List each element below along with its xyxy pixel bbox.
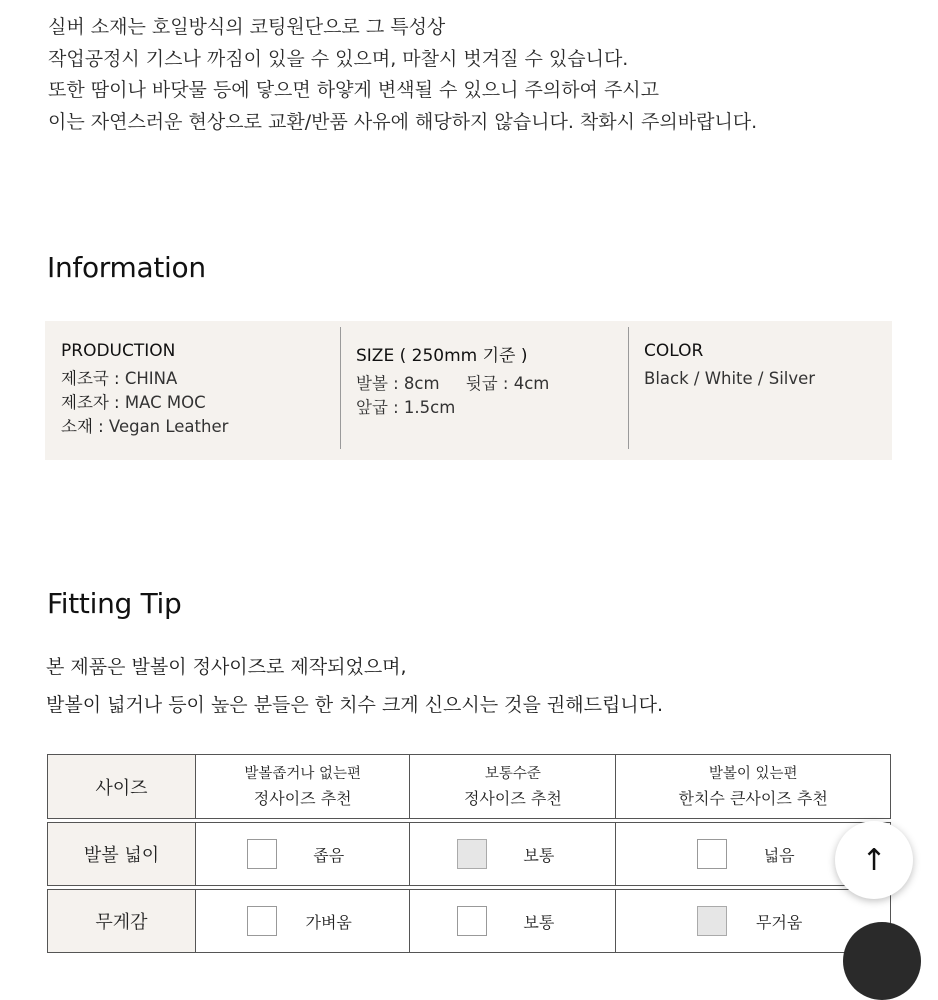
option-label: 보통 <box>523 912 555 932</box>
fitting-line: 본 제품은 발볼이 정사이즈로 제작되었으며, <box>46 656 407 678</box>
notice-line: 이는 자연스러운 현상으로 교환/반품 사유에 해당하지 않습니다. 착화시 주의바랍니다. <box>48 110 758 133</box>
table-cell <box>409 822 615 886</box>
table-row <box>47 889 891 953</box>
checkbox <box>247 906 277 936</box>
checkbox <box>457 839 487 869</box>
option-label: 보통 <box>523 845 555 865</box>
notice-line: 작업공정시 기스나 까짐이 있을 수 있으며, 마찰시 벗겨질 수 있습니다. <box>48 47 629 70</box>
production-value: MAC MOC <box>119 393 206 412</box>
production-key: 제조자 : <box>61 393 120 412</box>
checkbox <box>697 839 727 869</box>
table-cell <box>195 889 409 953</box>
table-cell <box>195 822 409 886</box>
row-label: 무게감 <box>47 889 195 953</box>
option-label: 넓음 <box>763 845 795 865</box>
information-title: Information <box>47 251 206 284</box>
table-cell <box>409 889 615 953</box>
notice-line: 또한 땀이나 바닷물 등에 닿으면 하얗게 변색될 수 있으니 주의하여 주시고 <box>48 79 660 101</box>
table-row <box>47 822 891 886</box>
production-key: 소재 : <box>61 417 104 436</box>
header-recommendation: 정사이즈 추천 <box>253 788 352 808</box>
column-divider <box>340 327 341 449</box>
arrow-up-icon: ↑ <box>861 842 887 878</box>
size-line: 발볼 : 8cm 뒷굽 : 4cm <box>356 374 550 393</box>
production-key: 제조국 : <box>61 369 120 388</box>
fitting-description <box>46 648 663 724</box>
floating-action-button[interactable] <box>843 922 921 1000</box>
scroll-to-top-button[interactable] <box>835 821 913 899</box>
checkbox <box>697 906 727 936</box>
table-header-label: 사이즈 <box>47 754 195 819</box>
column-divider <box>628 327 629 449</box>
production-maker <box>61 391 324 415</box>
header-condition: 발볼이 있는편 <box>708 765 798 782</box>
size-heading: SIZE ( 250mm 기준 ) <box>356 346 528 366</box>
option-label: 가벼움 <box>305 912 352 932</box>
production-heading: PRODUCTION <box>61 341 176 361</box>
row-label: 발볼 넓이 <box>47 822 195 886</box>
production-value: CHINA <box>119 369 178 388</box>
checkbox <box>457 906 487 936</box>
header-recommendation: 정사이즈 추천 <box>463 788 562 808</box>
production-column <box>45 321 340 460</box>
option-label: 무거움 <box>755 912 803 932</box>
color-heading: COLOR <box>644 341 704 361</box>
material-notice <box>48 12 757 138</box>
header-condition: 보통수준 <box>484 765 541 782</box>
checkbox <box>247 839 277 869</box>
table-header-cell <box>409 754 615 819</box>
production-material <box>61 415 324 439</box>
fitting-tip-title: Fitting Tip <box>47 587 182 620</box>
color-options: Black / White / Silver <box>644 369 816 388</box>
fitting-table <box>47 751 891 956</box>
option-label: 좁음 <box>313 845 345 865</box>
table-header-row <box>47 754 891 819</box>
fitting-line: 발볼이 넓거나 등이 높은 분들은 한 치수 크게 신으시는 것을 권해드립니다. <box>46 694 664 716</box>
information-box <box>45 321 892 460</box>
size-column <box>340 321 628 460</box>
production-country <box>61 367 324 391</box>
notice-line: 실버 소재는 호일방식의 코팅원단으로 그 특성상 <box>48 16 446 38</box>
header-recommendation: 한치수 큰사이즈 추천 <box>678 788 828 808</box>
color-column <box>628 321 892 460</box>
production-value: Vegan Leather <box>103 417 229 436</box>
table-header-cell <box>195 754 409 819</box>
header-condition: 발볼좁거나 없는편 <box>244 765 362 782</box>
table-header-cell <box>615 754 891 819</box>
size-line: 앞굽 : 1.5cm <box>356 398 456 417</box>
